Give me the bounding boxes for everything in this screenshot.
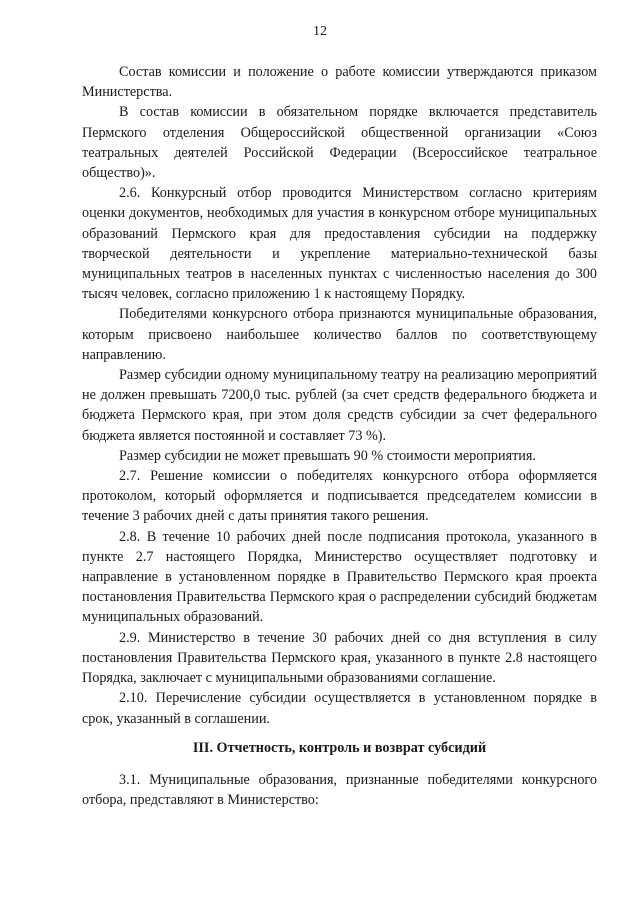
page-number: 12 bbox=[313, 24, 327, 39]
paragraph-subsidy-limit: Размер субсидии не может превышать 90 % стоимости мероприятия. bbox=[119, 447, 536, 464]
paragraph-commission-approval: Состав комиссии и положение о работе комиссии утверждаются приказом Министерства. bbox=[82, 64, 597, 101]
paragraph-2-10: 2.10. Перечисление субсидии осуществляется в установленном порядке в срок, указанный в соглашении. bbox=[82, 690, 597, 727]
paragraph-3-1: 3.1. Муниципальные образования, признанные победителями конкурсного отбора, представляют в Министерство: bbox=[82, 771, 597, 808]
paragraph-winners: Победителями конкурсного отбора признаются муниципальные образования, которым присвоено наибольшее количество баллов по соответствующему направлению. bbox=[82, 306, 597, 363]
paragraph-2-8: 2.8. В течение 10 рабочих дней после подписания протокола, указанного в пункте 2.7 настоящего Порядка, Министерство осуществляет подготовку и направление в установленном порядке в Правительство Пермского края проекта постановления Правительства Пермского края о распределении субсидий бюджетам муниципальных образований. bbox=[82, 528, 597, 626]
paragraph-2-9: 2.9. Министерство в течение 30 рабочих дней со дня вступления в силу постановления Правительства Пермского края, указанного в пункте 2.8 настоящего Порядка, заключает с муниципальными образованиями соглашение. bbox=[82, 629, 597, 687]
document-body bbox=[82, 62, 597, 810]
paragraph-commission-member: В состав комиссии в обязательном порядке включается представитель Пермского отделения Общероссийской общественной организации «Союз театральных деятелей Российской Федерации (Всероссийское театральное общество)». bbox=[82, 104, 597, 182]
section-heading: III. Отчетность, контроль и возврат субсидий bbox=[192, 739, 487, 756]
paragraph-subsidy-size: Размер субсидии одному муниципальному театру на реализацию мероприятий не должен превышать 7200,0 тыс. рублей (за счет средств федерального бюджета и бюджета Пермского края, при этом доля средств субсидии за счет федерального бюджета является постоянной и составляет 73 %). bbox=[82, 367, 597, 444]
paragraph-2-6: 2.6. Конкурсный отбор проводится Министерством согласно критериям оценки документов, необходимых для участия в конкурсном отборе муниципальных образований Пермского края для предоставления субсидии на поддержку творческой деятельности и укрепление материально-технической базы муниципальных театров в населенных пунктах с численностью населения до 300 тысяч человек, согласно приложению 1 к настоящему Порядку. bbox=[82, 185, 597, 303]
paragraph-2-7: 2.7. Решение комиссии о победителях конкурсного отбора оформляется протоколом, который оформляется и подписывается председателем комиссии в течение 3 рабочих дней с даты принятия такого решения. bbox=[82, 468, 597, 525]
